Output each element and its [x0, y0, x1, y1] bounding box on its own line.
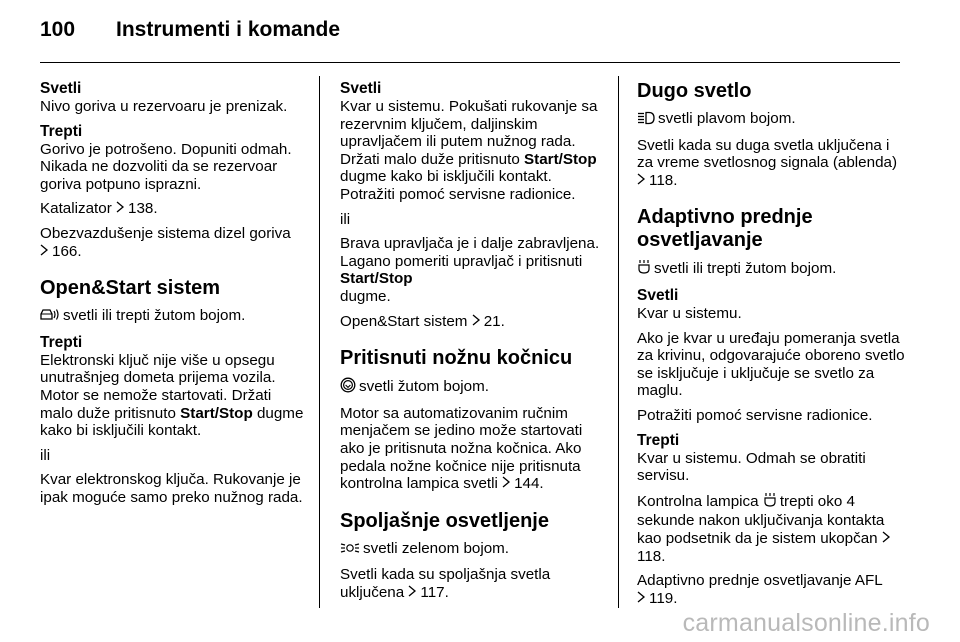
section-title-high-beam: Dugo svetlo — [637, 80, 752, 102]
page-ref-arrow-icon — [40, 243, 49, 261]
page-number: 100 — [40, 18, 76, 41]
paragraph-ili: ili — [40, 446, 51, 464]
text: dugme kako bi isključili kontakt. Potražiti pomoć servisne radionice. — [340, 168, 576, 203]
page-ref-arrow-icon — [408, 584, 417, 602]
page-ref-arrow-icon — [502, 475, 511, 493]
page-ref[interactable]: 144. — [514, 475, 544, 493]
page-ref[interactable]: 138. — [128, 200, 158, 218]
paragraph — [40, 307, 308, 327]
text: Brava upravljača je i dalje zabravljena. Lagano pomeriti upravljač i pritisnuti — [340, 235, 600, 270]
column-1 — [40, 80, 308, 514]
paragraph — [637, 492, 905, 565]
page-ref[interactable]: 118. — [637, 547, 666, 565]
text: svetli zelenom bojom. — [363, 539, 510, 557]
text: Kontrolna lampica — [637, 492, 759, 510]
section-title-brake: Pritisnuti nožnu kočnicu — [340, 347, 573, 370]
text: Svetli kada su duga svetla uključena i za vreme svetlosnog signala (ablenda) — [637, 136, 898, 172]
paragraph — [40, 352, 308, 440]
subhead-trepti: Trepti — [637, 431, 680, 449]
column-2 — [340, 80, 608, 608]
paragraph: Kvar u sistemu. Odmah se obratiti servisu. — [637, 449, 866, 485]
page-ref-arrow-icon — [882, 530, 891, 548]
page-ref[interactable]: 118. — [649, 171, 678, 189]
text: Adaptivno prednje osvetljavanje AFL — [637, 572, 883, 590]
paragraph: Gorivo je potrošeno. Dopuniti odmah. Nikada ne dozvoliti da se rezervoar goriva potpuno isprazni. — [40, 140, 292, 193]
text: svetli plavom bojom. — [658, 110, 796, 127]
column-divider-2 — [618, 76, 619, 608]
text: Svetli kada su spoljašnja svetla uključena — [340, 566, 551, 601]
paragraph — [340, 313, 608, 331]
paragraph — [637, 110, 905, 130]
page-ref[interactable]: 21. — [483, 312, 505, 330]
text: svetli ili trepti žutom bojom. — [63, 307, 246, 325]
text: svetli žutom bojom. — [359, 378, 489, 396]
page-ref-arrow-icon — [116, 200, 125, 218]
text: Katalizator — [40, 200, 112, 218]
text: Obezvazdušenje sistema dizel goriva — [40, 224, 291, 242]
subhead-svetli: Svetli — [40, 80, 82, 97]
page-ref[interactable]: 119. — [649, 589, 678, 607]
paragraph — [340, 540, 608, 560]
adaptive-light-icon — [763, 492, 777, 513]
paragraph: Ako je kvar u uređaju pomeranja svetla za krivinu, odgovarajuće oboreno svetlo se isključuje i uključuje se svetlo za maglu. — [637, 329, 905, 400]
page-ref[interactable]: 117. — [420, 583, 449, 601]
keyless-car-icon — [40, 307, 60, 327]
start-stop-label: Start/Stop — [340, 270, 413, 288]
paragraph: Potražiti pomoć servisne radionice. — [637, 406, 873, 424]
paragraph: Kvar u sistemu. — [637, 304, 742, 322]
text: trepti oko 4 sekunde nakon uključivanja kontakta kao podsetnik da je sistem ukopčan — [637, 492, 885, 547]
paragraph — [340, 377, 608, 398]
text: Kvar u sistemu. Pokušati rukovanje sa rezervnim ključem, daljinskim upravljačem ili putem nužnog rada. Držati malo duže pritisnuto — [340, 98, 598, 168]
header-rule — [40, 62, 900, 63]
text: Elektronski ključ nije više u opsegu unutrašnjeg dometa prijema vozila. Motor se nemože startovati. Držati malo duže pritisnuto — [40, 351, 276, 422]
section-title-open-start: Open&Start sistem — [40, 277, 221, 300]
subhead-svetli: Svetli — [637, 286, 679, 304]
subhead-svetli: Svetli — [340, 80, 382, 97]
side-lights-icon — [340, 541, 360, 560]
paragraph — [340, 405, 608, 493]
subhead-trepti: Trepti — [40, 122, 83, 140]
column-divider-1 — [319, 76, 320, 608]
paragraph — [340, 235, 608, 305]
paragraph — [340, 566, 608, 601]
paragraph: Nivo goriva u rezervoaru je prenizak. — [40, 98, 288, 115]
paragraph — [340, 98, 608, 204]
adaptive-light-icon — [637, 259, 651, 280]
page-header — [40, 18, 340, 48]
paragraph-ili: ili — [340, 210, 351, 228]
high-beam-icon — [637, 111, 655, 130]
page-ref-arrow-icon — [472, 313, 481, 331]
paragraph — [637, 259, 905, 280]
section-title-afl: Adaptivno prednje osvetljavanje — [637, 206, 813, 252]
text: Open&Start sistem — [340, 312, 468, 330]
text: dugme. — [340, 287, 391, 305]
page-ref-arrow-icon — [637, 172, 646, 190]
start-stop-label: Start/Stop — [524, 150, 597, 168]
paragraph: Kvar elektronskog ključa. Rukovanje je ipak moguće samo preko nužnog rada. — [40, 471, 303, 506]
page-ref[interactable]: 166. — [52, 242, 82, 260]
section-title-exterior-lights: Spoljašnje osvetljenje — [340, 509, 549, 532]
column-3 — [637, 80, 905, 614]
subhead-trepti: Trepti — [40, 333, 83, 351]
page-title: Instrumenti i komande — [116, 18, 341, 41]
paragraph-obezvazdusenje — [40, 225, 308, 260]
paragraph-katalizator — [40, 200, 308, 218]
text: dugme kako bi isključili kontakt. — [40, 404, 304, 440]
text: svetli ili trepti žutom bojom. — [654, 260, 837, 278]
start-stop-label: Start/Stop — [180, 404, 253, 422]
brake-pedal-icon — [340, 377, 356, 398]
paragraph — [637, 572, 905, 607]
paragraph — [637, 137, 905, 190]
page-ref-arrow-icon — [637, 590, 646, 608]
watermark: carmanualsonline.info — [682, 609, 930, 637]
text: Motor sa automatizovanim ručnim menjačem se jedino može startovati ako je pritisnuta nožna kočnica. Ako pedala nožne kočnice nije pritisnuta kontrolna lampica svetli — [340, 404, 583, 493]
